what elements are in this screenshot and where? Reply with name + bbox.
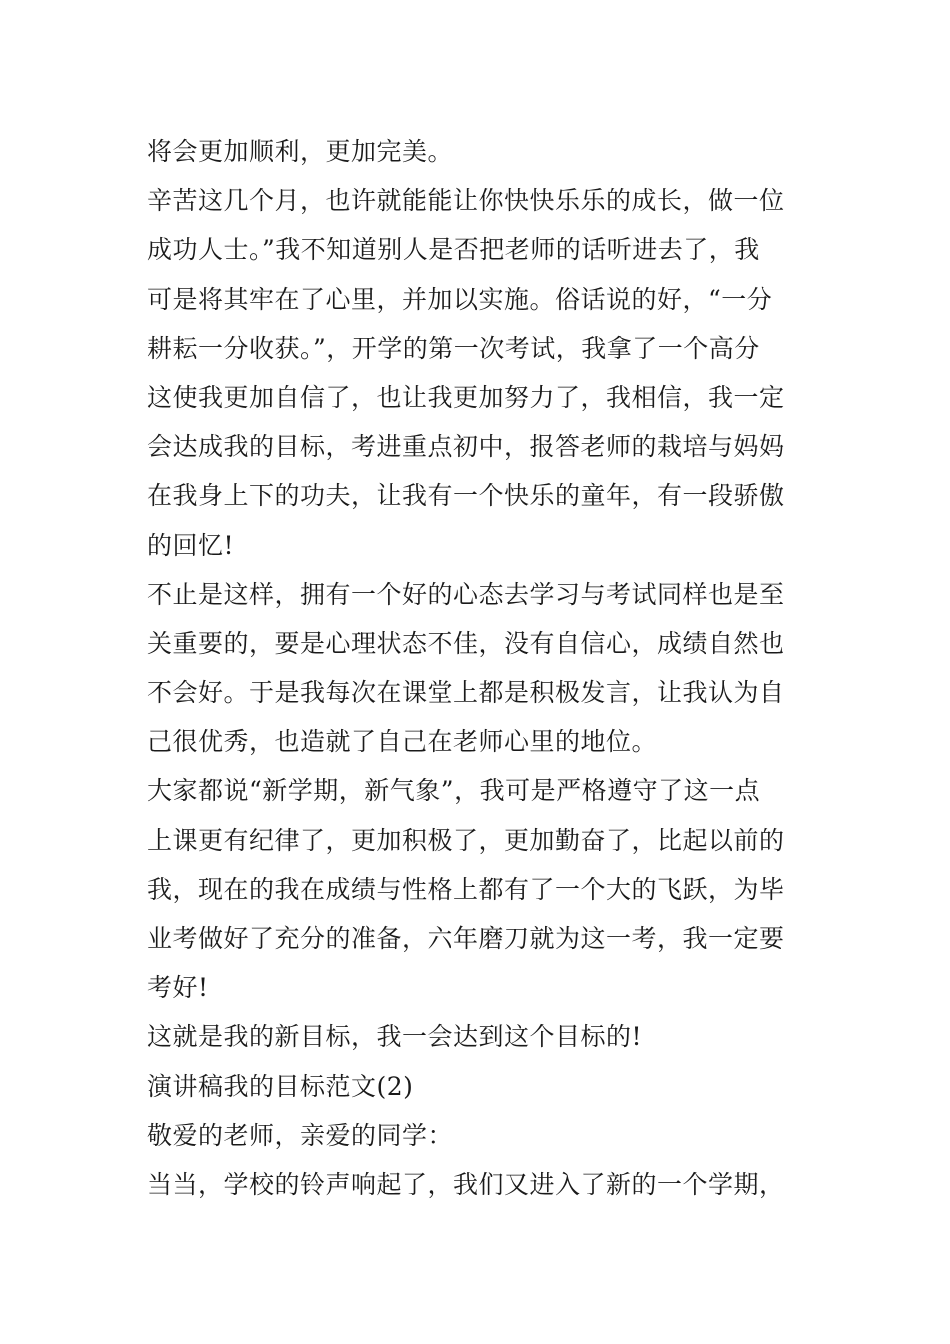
text-line: 我，现在的我在成绩与性格上都有了一个大的飞跃，为毕 [147, 874, 785, 904]
text-line: 不会好。于是我每次在课堂上都是积极发言，让我认为自 [147, 678, 785, 708]
salutation: 敬爱的老师，亲爱的同学： [147, 1120, 454, 1150]
text-line: 考好! [147, 973, 209, 1003]
text-line: 业考做好了充分的准备，六年磨刀就为这一考，我一定要 [147, 924, 785, 953]
text-line: 耕耘一分收获。”，开学的第一次考试，我拿了一个高分 [147, 333, 760, 363]
text-line: 大家都说“新学期，新气象”，我可是严格遵守了这一点 [147, 776, 761, 806]
text-line: 己很优秀，也造就了自己在老师心里的地位。 [147, 727, 658, 757]
text-line: 当当，学校的铃声响起了，我们又进入了新的一个学期， [147, 1169, 785, 1199]
text-line: 可是将其牢在了心里，并加以实施。俗话说的好，“一分 [147, 284, 773, 314]
text-line: 在我身上下的功夫，让我有一个快乐的童年，有一段骄傲 [147, 481, 785, 511]
section-heading: 演讲稿我的目标范文(2) [147, 1071, 414, 1101]
text-line: 将会更加顺利，更加完美。 [147, 137, 454, 166]
document-body [147, 127, 807, 1209]
text-line: 这就是我的新目标，我一会达到这个目标的! [147, 1022, 643, 1052]
text-line: 上课更有纪律了，更加积极了，更加勤奋了，比起以前的 [147, 825, 785, 855]
text-line: 这使我更加自信了，也让我更加努力了，我相信，我一定 [147, 382, 785, 412]
text-line: 的回忆! [147, 530, 235, 560]
text-line: 关重要的，要是心理状态不佳，没有自信心，成绩自然也 [147, 628, 785, 658]
text-line: 辛苦这几个月，也许就能能让你快快乐乐的成长，做一位 [147, 186, 785, 216]
text-line: 成功人士。”我不知道别人是否把老师的话听进去了，我 [147, 235, 760, 265]
text-line: 会达成我的目标，考进重点初中，报答老师的栽培与妈妈 [147, 432, 785, 462]
text-line: 不止是这样，拥有一个好的心态去学习与考试同样也是至 [147, 579, 785, 609]
